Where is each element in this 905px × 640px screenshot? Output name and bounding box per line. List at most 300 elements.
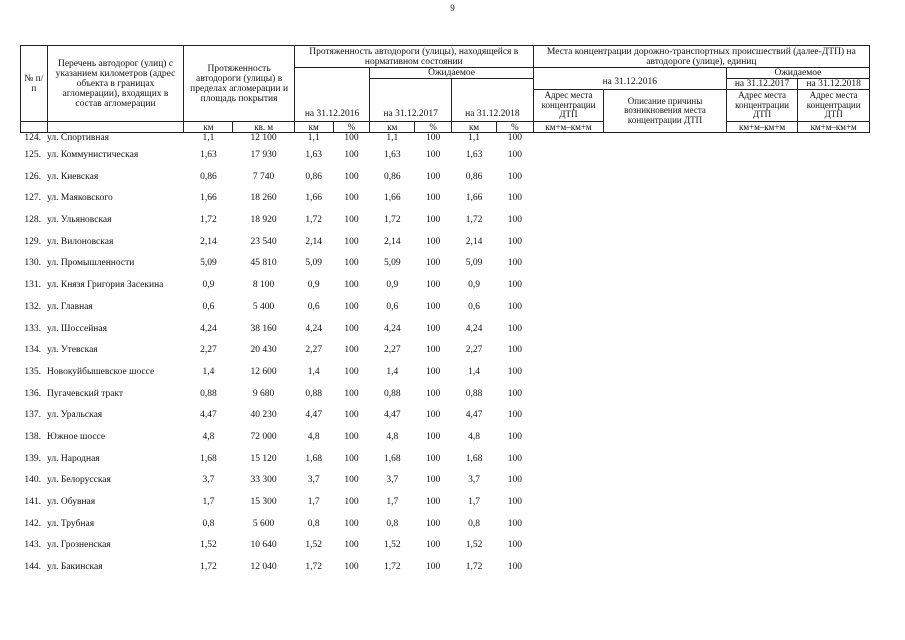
km-2017: 3,7 bbox=[386, 475, 399, 486]
pct-2017: 100 bbox=[426, 453, 441, 464]
area-sqm: 17 930 bbox=[250, 150, 277, 160]
area-sqm: 8 100 bbox=[252, 280, 275, 291]
km-2018: 1,4 bbox=[468, 366, 480, 377]
pct-2018: 100 bbox=[507, 366, 522, 377]
pct-2016: 100 bbox=[344, 150, 359, 160]
table-row bbox=[21, 236, 870, 258]
road-name: Новокуйбышевское шоссе bbox=[47, 366, 155, 377]
area-sqm: 18 920 bbox=[250, 215, 277, 226]
unit-km-2016: км bbox=[294, 122, 333, 133]
area-sqm: 12 100 bbox=[250, 133, 277, 143]
area-sqm: 72 000 bbox=[250, 431, 277, 442]
road-name: Южное шоссе bbox=[47, 431, 106, 442]
header-date-2017: на 31.12.2017 bbox=[370, 79, 452, 122]
pct-2017: 100 bbox=[426, 236, 441, 247]
header-length: Протяженность автодороги (улицы) в пределах агломерации и площадь покрытия bbox=[184, 46, 294, 122]
dtp-empty-cell bbox=[604, 518, 727, 540]
dtp-empty-cell bbox=[726, 409, 798, 431]
dtp-empty-cell bbox=[726, 388, 798, 410]
table-row bbox=[21, 388, 870, 410]
dtp-empty-cell bbox=[533, 257, 603, 279]
row-number: 132. bbox=[24, 301, 42, 312]
table-row bbox=[21, 518, 870, 540]
table-body bbox=[21, 133, 870, 583]
pct-2016: 100 bbox=[344, 475, 359, 486]
road-name: ул. Уральская bbox=[47, 410, 103, 421]
km-2017: 1,1 bbox=[386, 133, 399, 143]
length-km: 3,7 bbox=[202, 475, 215, 486]
dtp-empty-cell bbox=[726, 453, 798, 475]
km-2017: 1,66 bbox=[384, 193, 401, 204]
row-number: 130. bbox=[24, 258, 42, 269]
pct-2016: 100 bbox=[344, 562, 359, 573]
km-2017: 4,47 bbox=[384, 410, 401, 421]
table-row bbox=[21, 171, 870, 193]
pct-2018: 100 bbox=[507, 280, 522, 291]
header-num: № п/п bbox=[21, 46, 48, 122]
area-sqm: 40 230 bbox=[250, 410, 277, 421]
table-header bbox=[21, 46, 870, 133]
pct-2016: 100 bbox=[344, 518, 359, 529]
pct-2017: 100 bbox=[426, 323, 441, 334]
road-name: ул. Народная bbox=[47, 453, 100, 464]
km-2017: 5,09 bbox=[384, 258, 401, 269]
pct-2017: 100 bbox=[426, 366, 441, 377]
pct-2016: 100 bbox=[344, 193, 359, 204]
pct-2017: 100 bbox=[426, 171, 441, 182]
km-2016: 2,27 bbox=[305, 345, 322, 356]
pct-2017: 100 bbox=[426, 540, 441, 551]
row-number: 125. bbox=[24, 150, 42, 160]
unit-pct-2018: % bbox=[496, 122, 533, 133]
pct-2018: 100 bbox=[507, 453, 522, 464]
dtp-empty-cell bbox=[604, 409, 727, 431]
dtp-empty-cell bbox=[798, 518, 870, 540]
dtp-empty-cell bbox=[798, 409, 870, 431]
km-2016: 1,4 bbox=[307, 366, 320, 377]
dtp-empty-cell bbox=[533, 409, 603, 431]
km-2018: 1,1 bbox=[468, 133, 480, 143]
area-sqm: 5 400 bbox=[252, 301, 275, 312]
table-row bbox=[21, 214, 870, 236]
km-2018: 1,68 bbox=[465, 453, 483, 464]
table-row bbox=[21, 257, 870, 279]
row-number: 140. bbox=[24, 475, 42, 486]
dtp-empty-cell bbox=[604, 344, 727, 366]
dtp-empty-cell bbox=[604, 301, 727, 323]
header-dtp-address-2018: Адрес места концентрации ДТП bbox=[798, 90, 870, 122]
header-dtp-date-2017: на 31.12.2017 bbox=[726, 79, 798, 90]
length-km: 1,66 bbox=[200, 193, 217, 204]
dtp-empty-cell bbox=[533, 431, 603, 453]
pct-2016: 100 bbox=[344, 171, 359, 182]
dtp-empty-cell bbox=[798, 561, 870, 583]
length-km: 1,4 bbox=[202, 366, 215, 377]
pct-2017: 100 bbox=[426, 301, 441, 312]
km-2016: 1,7 bbox=[307, 497, 320, 507]
row-number: 126. bbox=[24, 171, 42, 182]
row-number: 134. bbox=[24, 345, 42, 356]
table-row bbox=[21, 539, 870, 561]
dtp-empty-cell bbox=[604, 539, 727, 561]
row-number: 131. bbox=[24, 280, 42, 291]
dtp-empty-cell bbox=[533, 496, 603, 518]
pct-2018: 100 bbox=[507, 150, 522, 160]
dtp-empty-cell bbox=[798, 431, 870, 453]
dtp-empty-cell bbox=[726, 301, 798, 323]
pct-2016: 100 bbox=[344, 258, 359, 269]
dtp-empty-cell bbox=[726, 561, 798, 583]
dtp-empty-cell bbox=[533, 344, 603, 366]
dtp-empty-cell bbox=[726, 431, 798, 453]
dtp-empty-cell bbox=[798, 171, 870, 193]
table-row bbox=[21, 279, 870, 301]
dtp-empty-cell bbox=[726, 496, 798, 518]
row-number: 144. bbox=[24, 562, 42, 573]
unit-km: км bbox=[184, 122, 233, 133]
pct-2016: 100 bbox=[344, 236, 359, 247]
row-number: 136. bbox=[24, 388, 42, 399]
row-number: 128. bbox=[24, 215, 42, 226]
pct-2018: 100 bbox=[507, 497, 522, 507]
table-row bbox=[21, 453, 870, 475]
dtp-empty-cell bbox=[533, 323, 603, 345]
length-km: 1,52 bbox=[200, 540, 217, 551]
pct-2018: 100 bbox=[507, 410, 522, 421]
row-number: 135. bbox=[24, 366, 42, 377]
dtp-empty-cell bbox=[798, 301, 870, 323]
km-2017: 0,9 bbox=[386, 280, 399, 291]
dtp-empty-cell bbox=[533, 149, 603, 171]
km-2016: 1,72 bbox=[305, 215, 322, 226]
area-sqm: 33 300 bbox=[250, 475, 277, 486]
dtp-empty-cell bbox=[604, 236, 727, 258]
area-sqm: 7 740 bbox=[252, 171, 275, 182]
row-number: 139. bbox=[24, 453, 42, 464]
dtp-empty-cell bbox=[604, 496, 727, 518]
road-name: ул. Утевская bbox=[47, 345, 98, 356]
area-sqm: 38 160 bbox=[250, 323, 277, 334]
length-km: 2,14 bbox=[200, 236, 217, 247]
row-number: 133. bbox=[24, 323, 42, 334]
km-2017: 1,72 bbox=[384, 215, 401, 226]
area-sqm: 45 810 bbox=[250, 258, 277, 269]
dtp-empty-cell bbox=[604, 279, 727, 301]
km-2018: 1,72 bbox=[465, 215, 483, 226]
road-name: ул. Бакинская bbox=[47, 562, 103, 573]
pct-2017: 100 bbox=[426, 133, 441, 143]
area-sqm: 10 640 bbox=[250, 540, 277, 551]
pct-2016: 100 bbox=[344, 301, 359, 312]
length-km: 4,47 bbox=[200, 410, 217, 421]
km-2017: 0,88 bbox=[384, 388, 401, 399]
row-number: 142. bbox=[24, 518, 42, 529]
header-normative-group: Протяженность автодороги (улицы), находящейся в нормативном состоянии bbox=[294, 46, 533, 68]
roads-table bbox=[20, 45, 870, 583]
row-number: 124. bbox=[24, 133, 42, 143]
unit-num bbox=[21, 122, 48, 133]
unit-kmm-2017: км+м–км+м bbox=[726, 122, 798, 133]
header-dtp-expected: Ожидаемое bbox=[726, 68, 869, 79]
pct-2017: 100 bbox=[426, 150, 441, 160]
length-km: 0,8 bbox=[202, 518, 215, 529]
pct-2017: 100 bbox=[426, 562, 441, 573]
road-name: Пугачевский тракт bbox=[47, 388, 124, 399]
dtp-empty-cell bbox=[533, 366, 603, 388]
area-sqm: 15 120 bbox=[250, 453, 277, 464]
km-2018: 0,8 bbox=[468, 518, 480, 529]
road-name: ул. Грозненская bbox=[47, 540, 111, 551]
road-name: ул. Вилоновская bbox=[47, 236, 114, 247]
dtp-empty-cell bbox=[533, 279, 603, 301]
page-number: 9 bbox=[450, 3, 455, 13]
km-2018: 4,8 bbox=[468, 431, 480, 442]
km-2016: 1,1 bbox=[307, 133, 320, 143]
km-2016: 3,7 bbox=[307, 475, 320, 486]
km-2017: 0,86 bbox=[384, 171, 401, 182]
km-2017: 1,68 bbox=[384, 453, 401, 464]
km-2016: 0,8 bbox=[307, 518, 320, 529]
area-sqm: 9 680 bbox=[252, 388, 275, 399]
pct-2018: 100 bbox=[507, 301, 522, 312]
km-2016: 1,66 bbox=[305, 193, 322, 204]
dtp-empty-cell bbox=[533, 236, 603, 258]
unit-kmm-2016: км+м–км+м bbox=[533, 122, 603, 133]
km-2016: 0,88 bbox=[305, 388, 322, 399]
pct-2018: 100 bbox=[507, 345, 522, 356]
unit-kmm-2018: км+м–км+м bbox=[798, 122, 870, 133]
pct-2016: 100 bbox=[344, 215, 359, 226]
dtp-empty-cell bbox=[533, 453, 603, 475]
pct-2018: 100 bbox=[507, 215, 522, 226]
area-sqm: 20 430 bbox=[250, 345, 277, 356]
dtp-empty-cell bbox=[798, 366, 870, 388]
length-km: 5,09 bbox=[200, 258, 217, 269]
km-2016: 0,6 bbox=[307, 301, 320, 312]
km-2018: 1,7 bbox=[468, 497, 480, 507]
km-2018: 3,7 bbox=[468, 475, 480, 486]
pct-2017: 100 bbox=[426, 431, 441, 442]
road-name: ул. Ульяновская bbox=[47, 215, 112, 226]
row-number: 143. bbox=[24, 540, 42, 551]
dtp-empty-cell bbox=[604, 388, 727, 410]
km-2016: 2,14 bbox=[305, 236, 322, 247]
dtp-empty-cell bbox=[726, 539, 798, 561]
km-2018: 1,66 bbox=[465, 193, 483, 204]
pct-2018: 100 bbox=[507, 171, 522, 182]
header-dtp-address-2016: Адрес места концентрации ДТП bbox=[533, 90, 603, 122]
length-km: 4,8 bbox=[202, 431, 215, 442]
km-2016: 0,86 bbox=[305, 171, 322, 182]
km-2018: 5,09 bbox=[465, 258, 483, 269]
dtp-empty-cell bbox=[533, 192, 603, 214]
dtp-empty-cell bbox=[726, 257, 798, 279]
row-number: 141. bbox=[24, 497, 42, 507]
dtp-empty-cell bbox=[726, 279, 798, 301]
header-expected: Ожидаемое bbox=[370, 68, 533, 79]
dtp-empty-cell bbox=[604, 453, 727, 475]
length-km: 0,88 bbox=[200, 388, 217, 399]
km-2016: 5,09 bbox=[305, 258, 322, 269]
area-sqm: 12 040 bbox=[250, 562, 277, 573]
length-km: 1,72 bbox=[200, 562, 217, 573]
dtp-empty-cell bbox=[533, 474, 603, 496]
length-km: 1,72 bbox=[200, 215, 217, 226]
table-row bbox=[21, 409, 870, 431]
unit-pct-2016: % bbox=[333, 122, 370, 133]
pct-2016: 100 bbox=[344, 540, 359, 551]
km-2018: 1,52 bbox=[465, 540, 483, 551]
dtp-empty-cell bbox=[798, 453, 870, 475]
length-km: 1,7 bbox=[202, 497, 215, 507]
dtp-empty-cell bbox=[604, 431, 727, 453]
km-2016: 4,47 bbox=[305, 410, 322, 421]
table-row bbox=[21, 431, 870, 453]
table-row bbox=[21, 474, 870, 496]
road-name: ул. Шоссейная bbox=[47, 323, 107, 334]
dtp-empty-cell bbox=[604, 171, 727, 193]
km-2018: 0,88 bbox=[465, 388, 483, 399]
dtp-empty-cell bbox=[798, 149, 870, 171]
km-2016: 4,24 bbox=[305, 323, 322, 334]
dtp-empty-cell bbox=[604, 561, 727, 583]
pct-2018: 100 bbox=[507, 133, 522, 143]
table-row bbox=[21, 561, 870, 583]
dtp-empty-cell bbox=[798, 388, 870, 410]
unit-name bbox=[47, 122, 184, 133]
dtp-empty-cell bbox=[798, 192, 870, 214]
km-2017: 0,8 bbox=[386, 518, 399, 529]
km-2017: 1,63 bbox=[384, 150, 401, 160]
km-2017: 1,72 bbox=[384, 562, 401, 573]
km-2018: 2,27 bbox=[465, 345, 483, 356]
dtp-empty-cell bbox=[798, 539, 870, 561]
unit-pct-2017: % bbox=[415, 122, 452, 133]
pct-2017: 100 bbox=[426, 280, 441, 291]
dtp-empty-cell bbox=[798, 279, 870, 301]
table-row bbox=[21, 301, 870, 323]
pct-2018: 100 bbox=[507, 388, 522, 399]
length-km: 1,68 bbox=[200, 453, 217, 464]
km-2018: 0,6 bbox=[468, 301, 480, 312]
table-row bbox=[21, 344, 870, 366]
dtp-empty-cell bbox=[604, 366, 727, 388]
length-km: 1,63 bbox=[200, 150, 217, 160]
km-2016: 1,63 bbox=[305, 150, 322, 160]
dtp-empty-cell bbox=[604, 257, 727, 279]
road-name: ул. Главная bbox=[47, 301, 93, 312]
header-dtp-date-2018: на 31.12.2018 bbox=[798, 79, 870, 90]
length-km: 2,27 bbox=[200, 345, 217, 356]
dtp-empty-cell bbox=[798, 323, 870, 345]
road-name: ул. Трубная bbox=[47, 518, 95, 529]
header-dtp-description: Описание причины возникновения места концентрации ДТП bbox=[604, 90, 727, 133]
pct-2016: 100 bbox=[344, 366, 359, 377]
table-row bbox=[21, 149, 870, 171]
dtp-empty-cell bbox=[533, 388, 603, 410]
pct-2016: 100 bbox=[344, 497, 359, 507]
road-name: ул. Промышленности bbox=[47, 258, 135, 269]
dtp-empty-cell bbox=[726, 214, 798, 236]
pct-2018: 100 bbox=[507, 193, 522, 204]
pct-2018: 100 bbox=[507, 475, 522, 486]
length-km: 4,24 bbox=[200, 323, 217, 334]
pct-2017: 100 bbox=[426, 345, 441, 356]
pct-2017: 100 bbox=[426, 258, 441, 269]
km-2018: 0,9 bbox=[468, 280, 480, 291]
road-name: ул. Киевская bbox=[47, 171, 99, 182]
row-number: 129. bbox=[24, 236, 42, 247]
dtp-empty-cell bbox=[533, 133, 603, 150]
pct-2018: 100 bbox=[507, 562, 522, 573]
dtp-empty-cell bbox=[533, 171, 603, 193]
table-row bbox=[21, 133, 870, 150]
table-row bbox=[21, 323, 870, 345]
dtp-empty-cell bbox=[604, 323, 727, 345]
header-date-2018: на 31.12.2018 bbox=[452, 79, 534, 122]
pct-2018: 100 bbox=[507, 518, 522, 529]
pct-2016: 100 bbox=[344, 431, 359, 442]
dtp-empty-cell bbox=[533, 214, 603, 236]
road-name: ул. Маяковского bbox=[47, 193, 113, 204]
dtp-empty-cell bbox=[798, 257, 870, 279]
pct-2017: 100 bbox=[426, 215, 441, 226]
dtp-empty-cell bbox=[798, 344, 870, 366]
unit-km-2018: км bbox=[452, 122, 497, 133]
dtp-empty-cell bbox=[533, 518, 603, 540]
table-row bbox=[21, 496, 870, 518]
dtp-empty-cell bbox=[604, 474, 727, 496]
km-2018: 4,47 bbox=[465, 410, 483, 421]
length-km: 0,9 bbox=[202, 280, 215, 291]
table-row bbox=[21, 192, 870, 214]
area-sqm: 18 260 bbox=[250, 193, 277, 204]
dtp-empty-cell bbox=[604, 149, 727, 171]
pct-2017: 100 bbox=[426, 193, 441, 204]
pct-2016: 100 bbox=[344, 345, 359, 356]
km-2018: 0,86 bbox=[465, 171, 483, 182]
road-name: ул. Белорусская bbox=[47, 475, 111, 486]
dtp-empty-cell bbox=[604, 133, 727, 150]
header-road-list: Перечень автодорог (улиц) с указанием километров (адрес объекта в границах агломерации), входящих в состав агломерации bbox=[47, 46, 184, 122]
pct-2017: 100 bbox=[426, 410, 441, 421]
dtp-empty-cell bbox=[726, 474, 798, 496]
km-2017: 4,24 bbox=[384, 323, 401, 334]
dtp-empty-cell bbox=[726, 518, 798, 540]
pct-2018: 100 bbox=[507, 323, 522, 334]
dtp-empty-cell bbox=[798, 214, 870, 236]
dtp-empty-cell bbox=[798, 474, 870, 496]
header-dtp-date-2016: на 31.12.2016 bbox=[533, 68, 726, 90]
pct-2018: 100 bbox=[507, 258, 522, 269]
dtp-empty-cell bbox=[798, 496, 870, 518]
km-2017: 2,14 bbox=[384, 236, 401, 247]
km-2017: 4,8 bbox=[386, 431, 399, 442]
road-name: ул. Спортивная bbox=[47, 133, 110, 143]
length-km: 0,86 bbox=[200, 171, 217, 182]
road-name: ул. Князя Григория Засекина bbox=[47, 280, 164, 291]
area-sqm: 12 600 bbox=[250, 366, 277, 377]
km-2018: 4,24 bbox=[465, 323, 483, 334]
length-km: 0,6 bbox=[202, 301, 215, 312]
row-number: 127. bbox=[24, 193, 42, 204]
pct-2016: 100 bbox=[344, 453, 359, 464]
dtp-empty-cell bbox=[798, 133, 870, 150]
row-number: 138. bbox=[24, 431, 42, 442]
header-dtp-group: Места концентрации дорожно-транспортных происшествий (далее-ДТП) на автодороге (улице), единиц bbox=[533, 46, 869, 68]
km-2017: 1,52 bbox=[384, 540, 401, 551]
km-2018: 2,14 bbox=[465, 236, 483, 247]
